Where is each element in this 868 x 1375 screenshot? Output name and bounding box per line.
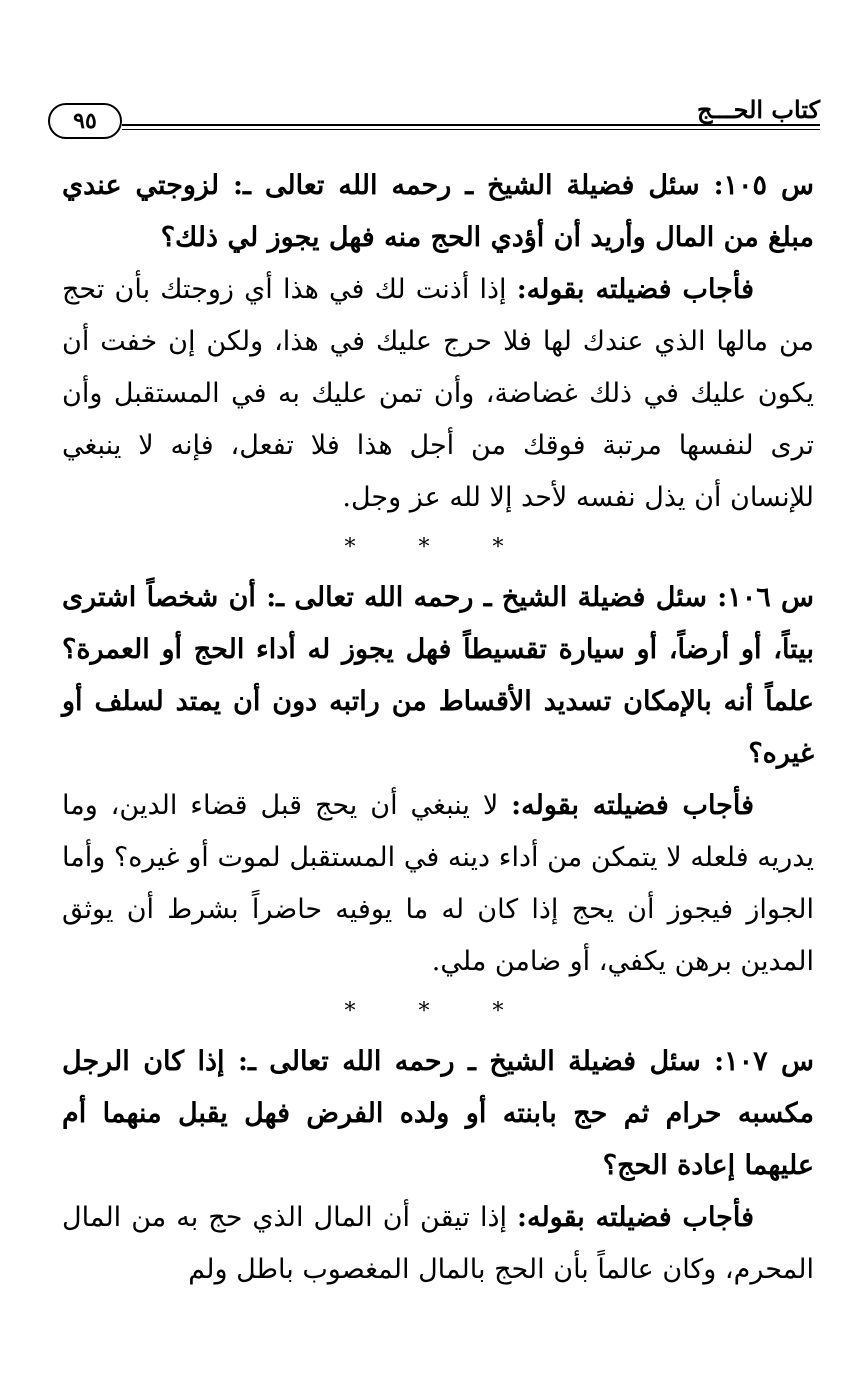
answer-lead: فأجاب فضيلته بقوله: [516, 274, 754, 305]
answer-106 [62, 780, 814, 988]
section-separator: * * * [344, 999, 532, 1024]
answer-text: إذا أذنت لك في هذا أي زوجتك بأن تحج من مالها الذي عندك لها فلا حرج عليك في هذا، ولكن إن خفت أن يكون عليك في ذلك غضاضة، وأن تمن عليك به في المستقبل وأن ترى لنفسها مرتبة فوقك من أجل هذا فلا تفعل، فإنه لا ينبغي للإنسان أن يذل نفسه لأحد إلا لله عز وجل. [62, 274, 814, 513]
answer-lead: فأجاب فضيلته بقوله: [517, 1202, 754, 1233]
book-title: كتاب الحـــج [697, 95, 820, 124]
answer-lead: فأجاب فضيلته بقوله: [511, 790, 754, 821]
page-header [48, 95, 820, 135]
question-105: س ١٠٥: سئل فضيلة الشيخ ـ رحمه الله تعالى ـ: لزوجتي عندي مبلغ من المال وأريد أن أؤدي الحج منه فهل يجوز لي ذلك؟ [62, 170, 814, 253]
answer-text: إذا تيقن أن المال الذي حج به من المال المحرم، وكان عالماً بأن الحج بالمال المغصوب باطل ولم [62, 1202, 814, 1285]
header-rule [122, 124, 820, 126]
section-separator: * * * [344, 535, 532, 560]
page-body [62, 160, 814, 1296]
answer-text: لا ينبغي أن يحج قبل قضاء الدين، وما يدريه فلعله لا يتمكن من أداء دينه في المستقبل لموت أو غيره؟ وأما الجواز فيجوز أن يحج إذا كان له ما يوفيه حاضراً بشرط أن يوثق المدين برهن يكفي، أو ضامن ملي. [62, 790, 814, 977]
page-number: ٩٥ [48, 103, 122, 139]
question-107: س ١٠٧: سئل فضيلة الشيخ ـ رحمه الله تعالى ـ: إذا كان الرجل مكسبه حرام ثم حج بابنته أو ولده الفرض فهل يقبل منهما أم عليهما إعادة الحج؟ [62, 1046, 815, 1181]
header-rule-thin [122, 129, 820, 130]
question-106: س ١٠٦: سئل فضيلة الشيخ ـ رحمه الله تعالى ـ: أن شخصاً اشترى بيتاً، أو أرضاً، أو سيارة تقسيطاً فهل يجوز له أداء الحج أو العمرة؟ علماً أنه بالإمكان تسديد الأقساط من راتبه دون أن يمتد لسلف أو غيره؟ [62, 582, 814, 769]
answer-107 [62, 1192, 814, 1296]
answer-105 [62, 264, 814, 524]
